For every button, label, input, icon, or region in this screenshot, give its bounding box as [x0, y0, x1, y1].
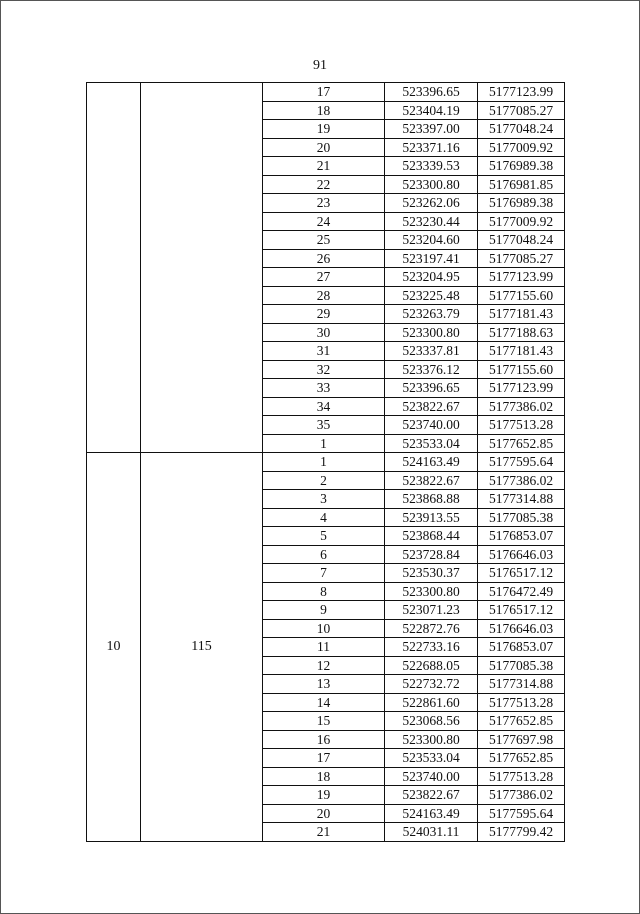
group-number-cell [87, 83, 141, 453]
point-number-cell: 31 [263, 342, 385, 361]
table-row [87, 83, 565, 102]
x-coordinate-cell: 523230.44 [385, 212, 478, 231]
point-number-cell: 20 [263, 804, 385, 823]
y-coordinate-cell: 5177799.42 [478, 823, 565, 842]
x-coordinate-cell: 523300.80 [385, 582, 478, 601]
point-number-cell: 10 [263, 619, 385, 638]
y-coordinate-cell: 5177009.92 [478, 138, 565, 157]
y-coordinate-cell: 5177048.24 [478, 231, 565, 250]
x-coordinate-cell: 523300.80 [385, 175, 478, 194]
point-number-cell: 19 [263, 786, 385, 805]
y-coordinate-cell: 5176989.38 [478, 194, 565, 213]
point-number-cell: 17 [263, 749, 385, 768]
y-coordinate-cell: 5177181.43 [478, 305, 565, 324]
coordinates-table [86, 82, 565, 842]
y-coordinate-cell: 5176472.49 [478, 582, 565, 601]
x-coordinate-cell: 523533.04 [385, 434, 478, 453]
point-number-cell: 24 [263, 212, 385, 231]
point-number-cell: 34 [263, 397, 385, 416]
y-coordinate-cell: 5177513.28 [478, 693, 565, 712]
y-coordinate-cell: 5177085.38 [478, 656, 565, 675]
x-coordinate-cell: 523300.80 [385, 730, 478, 749]
y-coordinate-cell: 5177595.64 [478, 804, 565, 823]
y-coordinate-cell: 5177188.63 [478, 323, 565, 342]
x-coordinate-cell: 523404.19 [385, 101, 478, 120]
y-coordinate-cell: 5177155.60 [478, 286, 565, 305]
point-number-cell: 35 [263, 416, 385, 435]
point-number-cell: 18 [263, 767, 385, 786]
x-coordinate-cell: 523913.55 [385, 508, 478, 527]
point-number-cell: 14 [263, 693, 385, 712]
x-coordinate-cell: 523822.67 [385, 397, 478, 416]
y-coordinate-cell: 5177314.88 [478, 675, 565, 694]
point-number-cell: 26 [263, 249, 385, 268]
y-coordinate-cell: 5176646.03 [478, 545, 565, 564]
x-coordinate-cell: 523263.79 [385, 305, 478, 324]
coordinates-table-body [87, 83, 565, 842]
y-coordinate-cell: 5177085.27 [478, 249, 565, 268]
y-coordinate-cell: 5177314.88 [478, 490, 565, 509]
point-number-cell: 17 [263, 83, 385, 102]
x-coordinate-cell: 523197.41 [385, 249, 478, 268]
y-coordinate-cell: 5176517.12 [478, 564, 565, 583]
x-coordinate-cell: 523204.60 [385, 231, 478, 250]
point-number-cell: 27 [263, 268, 385, 287]
x-coordinate-cell: 523397.00 [385, 120, 478, 139]
y-coordinate-cell: 5177085.38 [478, 508, 565, 527]
x-coordinate-cell: 523068.56 [385, 712, 478, 731]
x-coordinate-cell: 523740.00 [385, 767, 478, 786]
point-number-cell: 2 [263, 471, 385, 490]
x-coordinate-cell: 524163.49 [385, 804, 478, 823]
x-coordinate-cell: 523204.95 [385, 268, 478, 287]
point-number-cell: 12 [263, 656, 385, 675]
x-coordinate-cell: 523376.12 [385, 360, 478, 379]
group-number-cell: 10 [87, 453, 141, 842]
point-number-cell: 11 [263, 638, 385, 657]
y-coordinate-cell: 5177513.28 [478, 767, 565, 786]
x-coordinate-cell: 523300.80 [385, 323, 478, 342]
point-number-cell: 20 [263, 138, 385, 157]
x-coordinate-cell: 524163.49 [385, 453, 478, 472]
x-coordinate-cell: 523822.67 [385, 786, 478, 805]
x-coordinate-cell: 523371.16 [385, 138, 478, 157]
x-coordinate-cell: 522688.05 [385, 656, 478, 675]
y-coordinate-cell: 5177386.02 [478, 471, 565, 490]
point-number-cell: 16 [263, 730, 385, 749]
point-number-cell: 21 [263, 823, 385, 842]
y-coordinate-cell: 5177595.64 [478, 453, 565, 472]
y-coordinate-cell: 5176981.85 [478, 175, 565, 194]
y-coordinate-cell: 5176853.07 [478, 638, 565, 657]
y-coordinate-cell: 5177123.99 [478, 379, 565, 398]
x-coordinate-cell: 523071.23 [385, 601, 478, 620]
point-number-cell: 7 [263, 564, 385, 583]
point-number-cell: 33 [263, 379, 385, 398]
x-coordinate-cell: 523396.65 [385, 83, 478, 102]
y-coordinate-cell: 5177386.02 [478, 786, 565, 805]
x-coordinate-cell: 523740.00 [385, 416, 478, 435]
y-coordinate-cell: 5177652.85 [478, 712, 565, 731]
x-coordinate-cell: 523728.84 [385, 545, 478, 564]
page-number: 91 [313, 58, 327, 73]
y-coordinate-cell: 5177048.24 [478, 120, 565, 139]
point-number-cell: 21 [263, 157, 385, 176]
x-coordinate-cell: 523396.65 [385, 379, 478, 398]
x-coordinate-cell: 523533.04 [385, 749, 478, 768]
point-number-cell: 13 [263, 675, 385, 694]
y-coordinate-cell: 5177513.28 [478, 416, 565, 435]
y-coordinate-cell: 5176989.38 [478, 157, 565, 176]
group-code-cell [141, 83, 263, 453]
y-coordinate-cell: 5177652.85 [478, 749, 565, 768]
x-coordinate-cell: 523337.81 [385, 342, 478, 361]
y-coordinate-cell: 5177697.98 [478, 730, 565, 749]
y-coordinate-cell: 5177155.60 [478, 360, 565, 379]
y-coordinate-cell: 5177181.43 [478, 342, 565, 361]
point-number-cell: 6 [263, 545, 385, 564]
point-number-cell: 28 [263, 286, 385, 305]
x-coordinate-cell: 523339.53 [385, 157, 478, 176]
point-number-cell: 30 [263, 323, 385, 342]
point-number-cell: 9 [263, 601, 385, 620]
point-number-cell: 29 [263, 305, 385, 324]
y-coordinate-cell: 5177009.92 [478, 212, 565, 231]
point-number-cell: 18 [263, 101, 385, 120]
x-coordinate-cell: 523822.67 [385, 471, 478, 490]
y-coordinate-cell: 5177386.02 [478, 397, 565, 416]
point-number-cell: 4 [263, 508, 385, 527]
y-coordinate-cell: 5177123.99 [478, 268, 565, 287]
point-number-cell: 1 [263, 453, 385, 472]
x-coordinate-cell: 522872.76 [385, 619, 478, 638]
y-coordinate-cell: 5177085.27 [478, 101, 565, 120]
x-coordinate-cell: 523868.44 [385, 527, 478, 546]
point-number-cell: 3 [263, 490, 385, 509]
point-number-cell: 32 [263, 360, 385, 379]
x-coordinate-cell: 523530.37 [385, 564, 478, 583]
point-number-cell: 1 [263, 434, 385, 453]
y-coordinate-cell: 5177652.85 [478, 434, 565, 453]
x-coordinate-cell: 522733.16 [385, 638, 478, 657]
x-coordinate-cell: 522861.60 [385, 693, 478, 712]
y-coordinate-cell: 5176853.07 [478, 527, 565, 546]
point-number-cell: 8 [263, 582, 385, 601]
point-number-cell: 5 [263, 527, 385, 546]
y-coordinate-cell: 5176646.03 [478, 619, 565, 638]
x-coordinate-cell: 522732.72 [385, 675, 478, 694]
x-coordinate-cell: 523262.06 [385, 194, 478, 213]
table-row [87, 453, 565, 472]
x-coordinate-cell: 523868.88 [385, 490, 478, 509]
point-number-cell: 19 [263, 120, 385, 139]
point-number-cell: 22 [263, 175, 385, 194]
point-number-cell: 15 [263, 712, 385, 731]
y-coordinate-cell: 5176517.12 [478, 601, 565, 620]
point-number-cell: 25 [263, 231, 385, 250]
group-code-cell: 115 [141, 453, 263, 842]
y-coordinate-cell: 5177123.99 [478, 83, 565, 102]
point-number-cell: 23 [263, 194, 385, 213]
x-coordinate-cell: 524031.11 [385, 823, 478, 842]
x-coordinate-cell: 523225.48 [385, 286, 478, 305]
